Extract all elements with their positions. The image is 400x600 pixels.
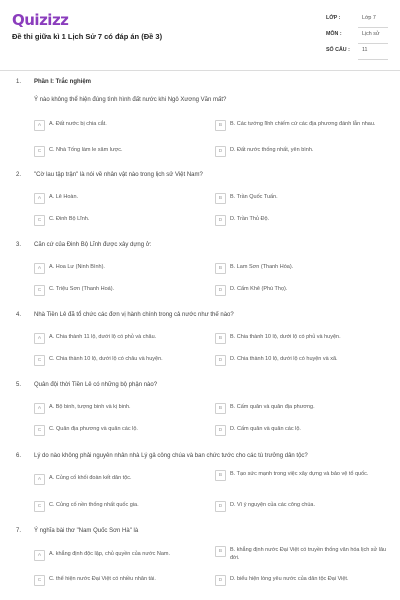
class-field — [326, 12, 388, 28]
option-a-badge: A — [34, 550, 45, 561]
option-a-text: A. Lê Hoàn. — [49, 194, 79, 200]
option-c-text: C. Quân địa phương và quân các lộ. — [49, 426, 138, 432]
option-c-badge: C — [34, 501, 45, 512]
option-d-text: D. Đất nước thống nhất, yên bình. — [230, 147, 314, 153]
option-c-badge: C — [34, 425, 45, 436]
option-b-text: B. khẳng định nước Đại Việt có truyền thống văn hóa lịch sử lâu đời. — [230, 547, 387, 561]
option-c-text: C. thể hiện nước Đại Việt có nhiều nhân tài. — [49, 576, 156, 582]
option-b-badge: B — [215, 263, 226, 274]
question-text: Nhà Tiền Lê đã tổ chức các đơn vị hành chính trong cả nước như thế nào? — [34, 312, 234, 318]
option-c-text: C. Chia thành 10 lộ, dưới lộ có châu và huyện. — [49, 356, 163, 362]
question-count-field — [326, 44, 388, 60]
option-b-badge: B — [215, 546, 226, 557]
question-text: "Cờ lau tập trận" là nói về nhân vật nào trong lịch sử Việt Nam? — [34, 172, 203, 178]
option-b-text: B. Trần Quốc Tuấn. — [230, 194, 278, 200]
option-c-badge: C — [34, 355, 45, 366]
option-b-badge: B — [215, 403, 226, 414]
section-heading: Phần I: Trắc nghiệm — [34, 79, 92, 85]
question-number: 5. — [16, 382, 22, 388]
option-c-badge: C — [34, 215, 45, 226]
option-a-badge: A — [34, 120, 45, 131]
option-a-text: A. Củng cố khối đoàn kết dân tộc. — [49, 475, 132, 481]
option-d-badge: D — [215, 146, 226, 157]
quizizz-logo: Quizizz — [12, 11, 69, 29]
class-value: Lớp 7 — [362, 15, 376, 21]
option-a-text: A. Chia thành 11 lộ, dưới lộ có phủ và châu. — [49, 334, 157, 340]
option-c-text: C. Củng cố nền thống nhất quốc gia. — [49, 502, 139, 508]
option-c-badge: C — [34, 146, 45, 157]
option-d-badge: D — [215, 575, 226, 586]
question-count-label: SỐ CÂU : — [326, 47, 350, 53]
option-a-text: A. Hoa Lư (Ninh Bình). — [49, 264, 105, 270]
subject-field — [326, 28, 388, 44]
option-b-badge: B — [215, 120, 226, 131]
option-a-badge: A — [34, 263, 45, 274]
question-number: 3. — [16, 242, 22, 248]
option-b-badge: B — [215, 333, 226, 344]
question-number: 1. — [16, 79, 22, 85]
question-text: Ý nghĩa bài thơ "Nam Quốc Sơn Hà" là — [34, 528, 139, 534]
option-d-text: D. Chia thành 10 lộ, dưới lộ có huyện và xã. — [230, 356, 338, 362]
option-b-text: B. Chia thành 10 lộ, dưới lộ có phủ và huyện. — [230, 334, 341, 340]
option-d-badge: D — [215, 501, 226, 512]
question-text: Căn cứ của Đinh Bộ Lĩnh được xây dựng ở: — [34, 242, 152, 248]
question-number: 6. — [16, 453, 22, 459]
option-d-badge: D — [215, 425, 226, 436]
option-a-text: A. Đất nước bị chia cắt. — [49, 121, 107, 127]
option-c-text: C. Triệu Sơn (Thanh Hoá). — [49, 286, 115, 292]
question-number: 7. — [16, 528, 22, 534]
question-number: 2. — [16, 172, 22, 178]
page-title: Đề thi giữa kì 1 Lịch Sử 7 có đáp án (Đề 3) — [12, 32, 163, 41]
option-a-text: A. khẳng định độc lập, chủ quyền của nước Nam. — [49, 551, 171, 557]
option-d-text: D. Cấm quân và quân các lộ. — [230, 426, 301, 432]
option-a-text: A. Bộ binh, tượng binh và kị binh. — [49, 404, 131, 410]
option-c-text: C. Đinh Bộ Lĩnh. — [49, 216, 90, 222]
option-b-badge: B — [215, 193, 226, 204]
option-b-text: B. Lam Sơn (Thanh Hóa). — [230, 264, 294, 270]
option-d-badge: D — [215, 215, 226, 226]
question-text: Ý nào không thể hiện đúng tình hình đất nước khi Ngô Xương Văn mất? — [34, 97, 227, 103]
option-a-badge: A — [34, 474, 45, 485]
option-b-text: B. Các tướng lĩnh chiếm cứ các địa phương đánh lẫn nhau. — [230, 121, 376, 127]
subject-value: Lịch sử — [362, 31, 380, 37]
option-c-text: C. Nhà Tống làm le xâm lược. — [49, 147, 123, 153]
option-a-badge: A — [34, 403, 45, 414]
option-c-badge: C — [34, 285, 45, 296]
option-d-text: D. Vì ý nguyện của các công chúa. — [230, 502, 315, 508]
option-b-text: B. Tạo sức mạnh trong việc xây dựng và bảo vệ tổ quốc. — [230, 471, 369, 477]
subject-label: MÔN : — [326, 31, 342, 37]
option-d-text: D. Trần Thủ Độ. — [230, 216, 270, 222]
question-count-value: 11 — [362, 47, 368, 53]
option-d-badge: D — [215, 285, 226, 296]
question-text: Quân đội thời Tiền Lê có những bộ phận nào? — [34, 382, 158, 388]
class-label: LỚP : — [326, 15, 341, 21]
worksheet-header — [0, 0, 400, 70]
option-c-badge: C — [34, 575, 45, 586]
option-a-badge: A — [34, 333, 45, 344]
option-d-text: D. biểu hiện lòng yêu nước của dân tộc Đại Việt. — [230, 576, 349, 582]
question-text: Lý do nào không phải nguyên nhân nhà Lý gả công chúa và ban chức tước cho các tù trưởng dân tộc? — [34, 453, 308, 459]
option-b-text: B. Cấm quân và quân địa phương. — [230, 404, 315, 410]
question-count-underline — [358, 59, 388, 60]
option-a-badge: A — [34, 193, 45, 204]
option-b-badge: B — [215, 470, 226, 481]
option-d-text: D. Cẩm Khê (Phú Thọ). — [230, 286, 288, 292]
question-number: 4. — [16, 312, 22, 318]
header-divider — [0, 70, 400, 71]
option-d-badge: D — [215, 355, 226, 366]
